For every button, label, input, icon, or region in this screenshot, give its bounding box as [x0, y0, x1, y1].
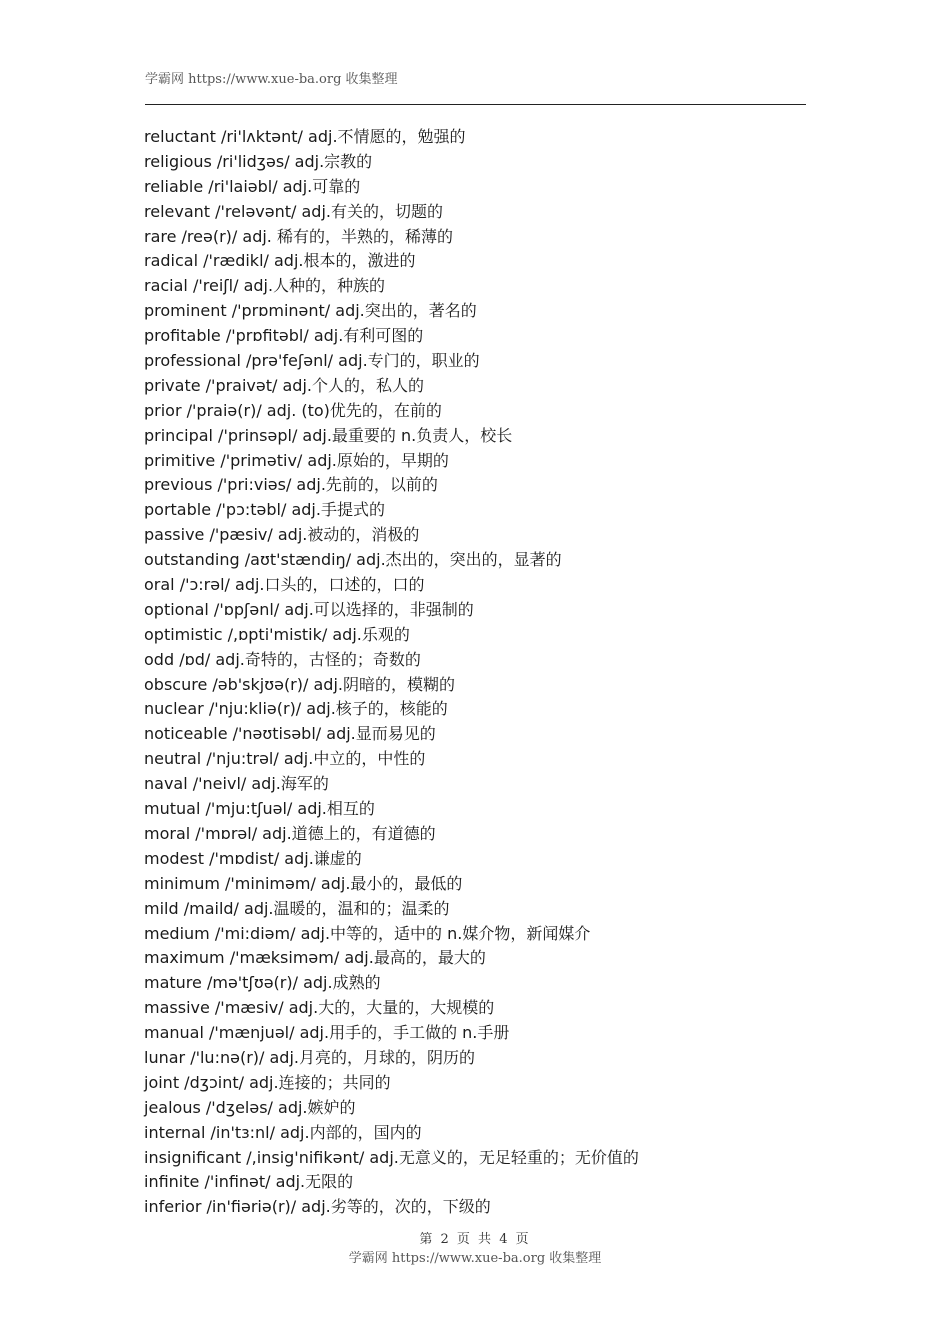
vocabulary-entry: naval /'neivl/ adj.海军的	[144, 774, 329, 794]
vocabulary-entry: jealous /'dʒeləs/ adj.嫉妒的	[144, 1097, 356, 1117]
vocabulary-entry: religious /ri'lidʒəs/ adj.宗教的	[144, 151, 373, 171]
vocabulary-entry: minimum /'miniməm/ adj.最小的，最低的	[144, 873, 463, 893]
vocabulary-entry: optimistic /,ɒpti'mistik/ adj.乐观的	[144, 624, 410, 644]
vocabulary-entry: medium /'mi:diəm/ adj.中等的，适中的 n.媒介物，新闻媒介	[144, 923, 591, 943]
page-header: 学霸网 https://www.xue-ba.org 收集整理	[145, 72, 398, 87]
vocabulary-entry: portable /'pɔ:təbl/ adj.手提式的	[144, 500, 385, 520]
header-divider	[145, 104, 806, 105]
vocabulary-entry: infinite /'infinət/ adj.无限的	[144, 1172, 354, 1192]
vocabulary-entry: private /'praivət/ adj.个人的，私人的	[144, 375, 424, 395]
vocabulary-entry: profitable /'prɒfitəbl/ adj.有利可图的	[144, 326, 424, 346]
vocabulary-entry: primitive /'primətiv/ adj.原始的，早期的	[144, 450, 449, 470]
vocabulary-entry: odd /ɒd/ adj.奇特的，古怪的；奇数的	[144, 649, 421, 669]
vocabulary-entry: reluctant /ri'lʌktənt/ adj.不情愿的，勉强的	[144, 127, 466, 146]
vocabulary-entry: insignificant /,insig'nifikənt/ adj.无意义的，无足轻重的；无价值的	[144, 1147, 639, 1167]
vocabulary-entry: prior /'praiə(r)/ adj. (to)优先的，在前的	[144, 400, 442, 420]
vocabulary-entry: relevant /'reləvənt/ adj.有关的，切题的	[144, 201, 443, 221]
vocabulary-entry: radical /'rædikl/ adj.根本的，激进的	[144, 251, 416, 271]
vocabulary-entry: oral /'ɔ:rəl/ adj.口头的，口述的，口的	[144, 575, 425, 595]
vocabulary-entry: inferior /in'fiəriə(r)/ adj.劣等的，次的，下级的	[144, 1197, 491, 1217]
vocabulary-list	[144, 125, 844, 1220]
page-number: 第 2 页 共 4 页	[419, 1232, 531, 1247]
vocabulary-entry: noticeable /'nəʊtisəbl/ adj.显而易见的	[144, 724, 436, 744]
vocabulary-entry: internal /in'tɜ:nl/ adj.内部的，国内的	[144, 1122, 422, 1142]
vocabulary-entry: lunar /'lu:nə(r)/ adj.月亮的，月球的，阴历的	[144, 1047, 475, 1067]
vocabulary-entry: obscure /əb'skjʊə(r)/ adj.阴暗的，模糊的	[144, 674, 455, 694]
vocabulary-entry: reliable /ri'laiəbl/ adj.可靠的	[144, 176, 361, 196]
vocabulary-entry: professional /prə'feʃənl/ adj.专门的，职业的	[144, 351, 480, 371]
vocabulary-entry: mutual /'mju:tʃuəl/ adj.相互的	[144, 799, 375, 819]
vocabulary-entry: outstanding /aʊt'stændiŋ/ adj.杰出的，突出的，显著的	[144, 550, 562, 570]
vocabulary-entry: mild /maild/ adj.温暖的，温和的；温柔的	[144, 898, 450, 918]
vocabulary-entry: moral /'mɒrəl/ adj.道德上的，有道德的	[144, 823, 436, 843]
vocabulary-entry: massive /'mæsiv/ adj.大的，大量的，大规模的	[144, 998, 495, 1018]
vocabulary-entry: mature /mə'tʃʊə(r)/ adj.成熟的	[144, 973, 381, 993]
vocabulary-entry: neutral /'nju:trəl/ adj.中立的，中性的	[144, 749, 426, 769]
vocabulary-entry: optional /'ɒpʃənl/ adj.可以选择的，非强制的	[144, 599, 474, 619]
vocabulary-entry: modest /'mɒdist/ adj.谦虚的	[144, 848, 362, 868]
vocabulary-entry: passive /'pæsiv/ adj.被动的，消极的	[144, 525, 420, 545]
vocabulary-entry: maximum /'mæksiməm/ adj.最高的，最大的	[144, 948, 486, 968]
vocabulary-entry: rare /reə(r)/ adj. 稀有的，半熟的，稀薄的	[144, 226, 453, 246]
vocabulary-entry: previous /'pri:viəs/ adj.先前的，以前的	[144, 475, 438, 495]
vocabulary-entry: racial /'reiʃl/ adj.人种的，种族的	[144, 276, 386, 296]
vocabulary-entry: prominent /'prɒminənt/ adj.突出的，著名的	[144, 301, 477, 321]
vocabulary-entry: principal /'prinsəpl/ adj.最重要的 n.负责人，校长	[144, 425, 513, 445]
vocabulary-entry: nuclear /'nju:kliə(r)/ adj.核子的，核能的	[144, 699, 448, 719]
vocabulary-entry: joint /dʒɔint/ adj.连接的；共同的	[144, 1072, 391, 1092]
vocabulary-entry: manual /'mænjuəl/ adj.用手的，手工做的 n.手册	[144, 1023, 510, 1043]
page-footer: 学霸网 https://www.xue-ba.org 收集整理	[348, 1251, 602, 1266]
